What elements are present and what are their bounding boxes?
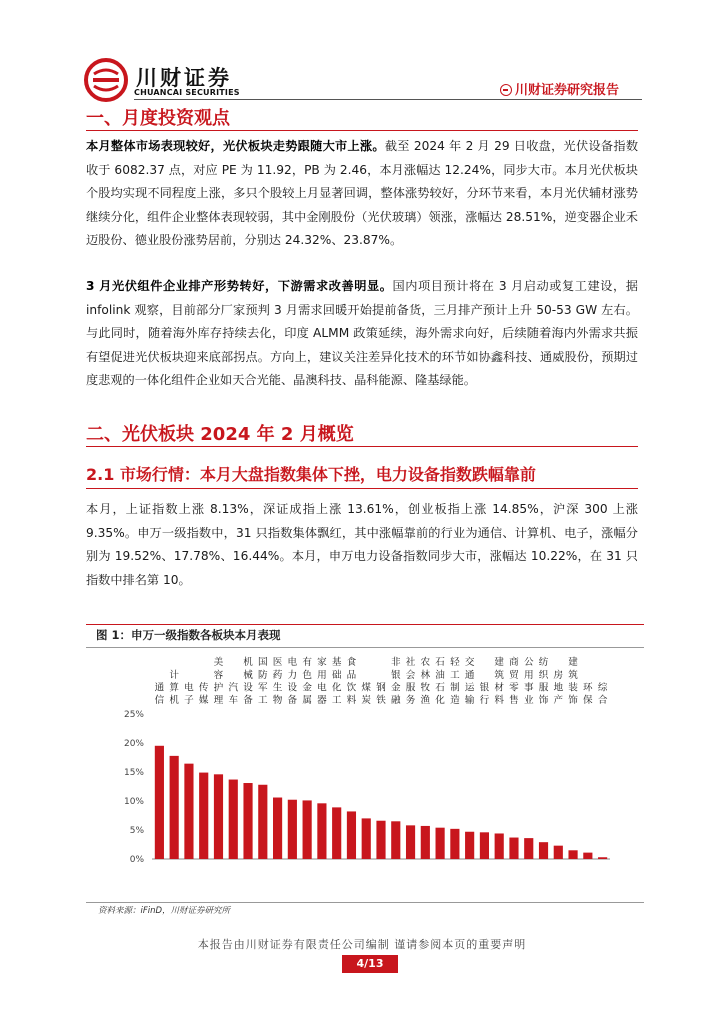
footer-disclaimer: 本报告由川财证券有限责任公司编制 谨请参阅本页的重要声明 xyxy=(197,938,527,951)
bar xyxy=(539,842,548,859)
bar xyxy=(509,838,518,859)
bar xyxy=(199,773,208,859)
y-tick-label: 0% xyxy=(129,855,144,865)
category-label: 社会服务 xyxy=(405,657,416,706)
figure-top-rule xyxy=(86,624,644,625)
bar xyxy=(332,807,341,859)
category-label: 银行 xyxy=(479,682,490,706)
category-label: 环保 xyxy=(583,682,593,706)
category-label: 建筑材料 xyxy=(494,657,504,706)
bar xyxy=(214,774,223,859)
figure-title: 图 1：申万一级指数各板块本月表现 xyxy=(96,628,281,642)
category-label: 商贸零售 xyxy=(509,657,519,706)
category-label: 食品饮料 xyxy=(346,657,357,706)
y-tick-label: 10% xyxy=(123,797,144,807)
bar xyxy=(450,829,459,859)
report-label-text: 川财证券研究报告 xyxy=(515,83,620,98)
category-label: 公用事业 xyxy=(523,657,534,706)
bar xyxy=(391,821,400,859)
section1-paragraph-1 xyxy=(86,135,638,253)
brand-name: 川财证券 xyxy=(136,66,232,90)
y-tick-label: 5% xyxy=(129,826,144,836)
bar xyxy=(155,746,164,859)
bar xyxy=(229,780,238,859)
bar xyxy=(495,833,504,859)
category-label: 通信 xyxy=(154,682,165,706)
subsection-title: 2.1 市场行情：本月大盘指数集体下挫，电力设备指数跌幅靠前 xyxy=(86,465,536,484)
category-label: 家用电器 xyxy=(317,657,327,706)
category-label: 煤炭 xyxy=(361,682,372,706)
bar xyxy=(583,853,592,859)
y-tick-label: 15% xyxy=(123,768,144,778)
bar xyxy=(243,783,252,859)
bar xyxy=(465,832,474,859)
bar xyxy=(554,846,563,859)
y-tick-label: 20% xyxy=(123,739,144,749)
section2-title: 二、光伏板块 2024 年 2 月概览 xyxy=(86,424,354,445)
category-label: 农林牧渔 xyxy=(420,657,431,706)
bar xyxy=(524,838,533,859)
brand-name-en: CHUANCAI SECURITIES xyxy=(134,88,240,97)
bar xyxy=(480,832,489,859)
category-label: 计算机 xyxy=(169,669,179,706)
bar xyxy=(184,764,193,859)
header-rule xyxy=(134,99,642,100)
category-label: 建筑装饰 xyxy=(568,657,578,706)
bar xyxy=(362,818,371,859)
category-label: 电力设备 xyxy=(287,657,298,706)
category-label: 机械设备 xyxy=(243,657,253,706)
bar-chart xyxy=(86,648,644,902)
category-label: 有色金属 xyxy=(302,657,312,706)
figure-source: 资料来源：iFinD，川财证券研究所 xyxy=(98,906,231,916)
bar xyxy=(347,811,356,859)
para1-body: 截至 2024 年 2 月 29 日收盘，光伏设备指数收于 6082.37 点，对应 PE 为 11.92，PB 为 2.46，本月涨幅达 12.24%，同步大市。本月光伏板块个股均实现不同程度上涨，多只个股较上月显著回调，整体涨势较好，分环节来看，本月光伏辅材涨势继续分化，组件企业整体表现较弱，其中金刚股份（光伏玻璃）领涨，涨幅达 28.51%，逆变器企业禾迈股份、德业股份涨势居前，分别达 24.32%、23.87%。 xyxy=(86,139,639,248)
report-logo-icon xyxy=(500,84,512,96)
category-label: 钢铁 xyxy=(376,682,386,706)
section1-paragraph-2 xyxy=(86,275,638,393)
para2-lead: 3 月光伏组件企业排产形势转好，下游需求改善明显。 xyxy=(86,279,393,293)
section1-underline xyxy=(86,130,638,131)
bar xyxy=(288,800,297,859)
category-label: 电子 xyxy=(184,682,194,706)
subsection-underline xyxy=(86,488,638,489)
category-label: 美容护理 xyxy=(213,657,224,706)
para2-body: 国内项目预计将在 3 月启动或复工建设，据 infolink 观察，目前部分厂家预判 3 月需求回暖开始提前备货，三月排产预计上升 50-53 GW 左右。与此同时，随着海外库存持续去化，印度 ALMM 政策延续，海外需求向好，后续随着海内外需求共振有望促进光伏板块迎来底部拐点。方向上，建议关注差异化技术的环节如协鑫科技、通威股份，预期过度悲观的一体化组件企业如天合光能、晶澳科技、晶科能源、隆基绿能。 xyxy=(86,279,638,388)
bar xyxy=(436,828,445,859)
category-label: 非银金融 xyxy=(390,657,401,706)
bar xyxy=(598,857,607,859)
brand-logo-icon xyxy=(84,58,128,102)
category-label: 传媒 xyxy=(198,682,209,706)
category-label: 石油石化 xyxy=(435,657,445,706)
y-tick-label: 25% xyxy=(123,710,144,720)
category-label: 基础化工 xyxy=(331,657,342,706)
bar xyxy=(170,756,179,859)
category-label: 医药生物 xyxy=(272,657,283,706)
para1-lead: 本月整体市场表现较好，光伏板块走势跟随大市上涨。 xyxy=(86,139,385,153)
report-label xyxy=(500,79,619,98)
bar xyxy=(258,785,267,859)
bar xyxy=(317,803,326,859)
figure-bottom-rule xyxy=(86,902,644,903)
category-label: 汽车 xyxy=(228,682,239,706)
page-number: 4/13 xyxy=(342,955,398,973)
bar xyxy=(376,821,385,859)
category-label: 房地产 xyxy=(553,669,564,706)
bar xyxy=(421,826,430,859)
category-label: 交通运输 xyxy=(464,657,475,706)
section1-title: 一、月度投资观点 xyxy=(86,108,230,129)
section2-paragraph: 本月，上证指数上涨 8.13%，深证成指上涨 13.61%，创业板指上涨 14.85%，沪深 300 上涨 9.35%。申万一级指数中，31 只指数集体飘红，其中涨幅靠前的行业为通信、计算机、电子，涨幅分别为 19.52%、17.78%、16.44%。本月，申万电力设备指数同步大市，涨幅达 10.22%，在 31 只指数中排名第 10。 xyxy=(86,502,638,587)
bar xyxy=(303,800,312,859)
bar xyxy=(406,825,415,859)
section2-underline xyxy=(86,446,638,447)
category-label: 轻工制造 xyxy=(450,657,460,706)
bar xyxy=(568,850,577,859)
category-label: 综合 xyxy=(597,682,608,706)
category-label: 国防军工 xyxy=(258,657,268,706)
category-label: 纺织服饰 xyxy=(538,657,549,706)
bar xyxy=(273,798,282,859)
